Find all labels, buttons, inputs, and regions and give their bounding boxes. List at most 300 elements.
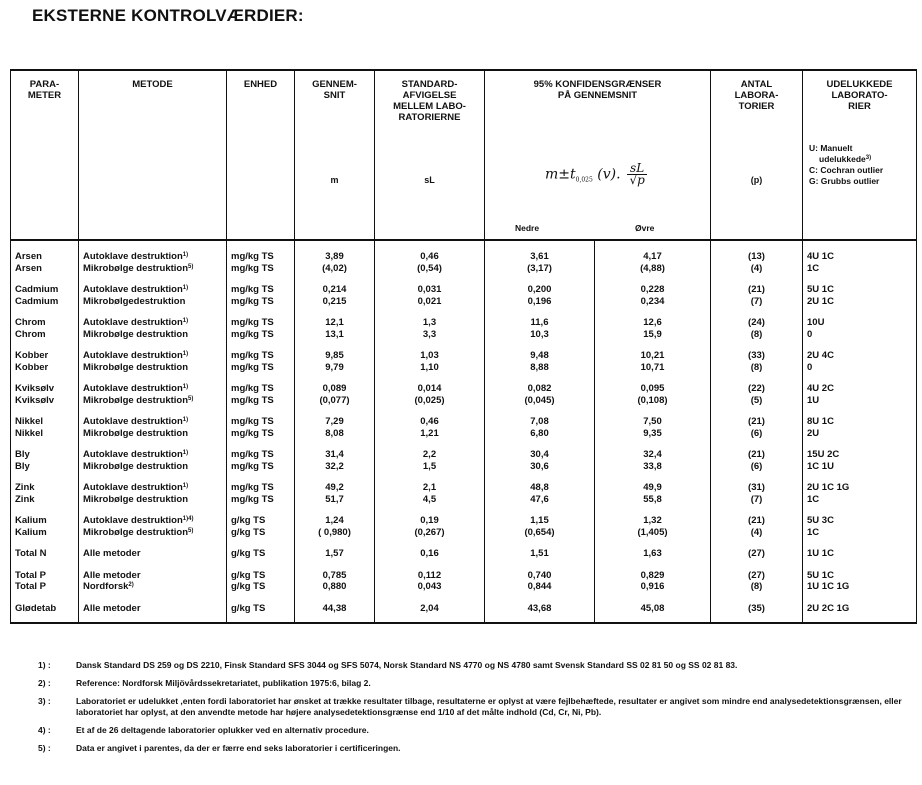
spacer-cell: [595, 240, 711, 251]
row-enhed: mg/kg TS: [227, 284, 295, 296]
row-nedre: 8,88: [485, 362, 595, 374]
spacer-cell: [79, 505, 227, 515]
row-enhed: mg/kg TS: [227, 251, 295, 263]
footnote-ref: 1): [182, 483, 189, 489]
row-nedre: 6,80: [485, 428, 595, 440]
row-antal: (8): [711, 362, 803, 374]
spacer-cell: [227, 439, 295, 449]
row-standardafvigelse: (0,54): [375, 263, 485, 275]
spacer-cell: [711, 439, 803, 449]
row-enhed: g/kg TS: [227, 603, 295, 615]
row-enhed: g/kg TS: [227, 548, 295, 560]
spacer-cell: [79, 406, 227, 416]
row-gennemsnit: 0,215: [295, 296, 375, 308]
header-antal: ANTAL LABORA- TORIER (p): [711, 70, 803, 240]
spacer-cell: [375, 373, 485, 383]
row-gennemsnit: 8,08: [295, 428, 375, 440]
row-enhed: mg/kg TS: [227, 362, 295, 374]
row-metode: Mikrobølgedestruktion: [79, 296, 227, 308]
footnote-key: 4) :: [38, 725, 51, 735]
symbol-m: m: [330, 175, 339, 185]
row-metode: Mikrobølge destruktion$^{5)}$: [79, 395, 227, 407]
spacer-cell: [485, 538, 595, 548]
spacer-cell: [595, 593, 711, 603]
spacer-cell: [803, 472, 917, 482]
row-gennemsnit: 3,89: [295, 251, 375, 263]
spacer-cell: [11, 538, 79, 548]
row-ovre: 12,6: [595, 317, 711, 329]
row-ovre: (0,108): [595, 395, 711, 407]
row-parameter: Nikkel: [11, 428, 79, 440]
spacer-cell: [11, 340, 79, 350]
table-row: [11, 482, 917, 494]
row-enhed: mg/kg TS: [227, 449, 295, 461]
spacer-cell: [711, 472, 803, 482]
spacer-cell: [227, 274, 295, 284]
row-parameter: Kalium: [11, 515, 79, 527]
table-row: [11, 428, 917, 440]
table-row: [11, 350, 917, 362]
row-parameter: Kviksølv: [11, 395, 79, 407]
table-row: [11, 296, 917, 308]
row-metode: Autoklave destruktion$^{1)}$: [79, 449, 227, 461]
footnote-ref: 1): [182, 252, 189, 258]
row-parameter: Arsen: [11, 263, 79, 275]
spacer-cell: [711, 406, 803, 416]
row-nedre: 0,844: [485, 581, 595, 593]
table-row: [11, 527, 917, 539]
row-enhed: mg/kg TS: [227, 350, 295, 362]
row-enhed: mg/kg TS: [227, 395, 295, 407]
spacer-cell: [595, 373, 711, 383]
spacer-cell: [803, 505, 917, 515]
row-udelukkede: 5U 1C: [803, 570, 917, 582]
spacer-cell: [375, 505, 485, 515]
spacer-cell: [711, 307, 803, 317]
row-udelukkede: 1U 1C 1G: [803, 581, 917, 593]
table-row: [11, 383, 917, 395]
row-gennemsnit: 0,089: [295, 383, 375, 395]
control-values-table: [10, 69, 917, 624]
spacer-cell: [375, 560, 485, 570]
header-parameter: PARA- METER: [11, 70, 79, 240]
row-gennemsnit: 44,38: [295, 603, 375, 615]
spacer-cell: [803, 373, 917, 383]
row-standardafvigelse: 1,03: [375, 350, 485, 362]
row-parameter: Cadmium: [11, 284, 79, 296]
spacer-cell: [595, 406, 711, 416]
row-udelukkede: 1C: [803, 494, 917, 506]
row-nedre: 1,51: [485, 548, 595, 560]
spacer-cell: [295, 240, 375, 251]
row-antal: (7): [711, 494, 803, 506]
spacer-cell: [375, 307, 485, 317]
header-konfidensgraenser: 95% KONFIDENSGRÆNSER PÅ GENNEMSNIT $m\pm t_{0,025}$ (v). $\frac{sL}{√p}$ Nedre Øvre: [485, 70, 711, 240]
row-nedre: 3,61: [485, 251, 595, 263]
row-udelukkede: 2U: [803, 428, 917, 440]
row-standardafvigelse: 0,021: [375, 296, 485, 308]
row-antal: (6): [711, 428, 803, 440]
row-parameter: Glødetab: [11, 603, 79, 615]
footnote-ref: 5): [188, 263, 194, 270]
spacer-cell: [227, 472, 295, 482]
spacer-cell: [227, 240, 295, 251]
spacer-cell: [375, 472, 485, 482]
table-row: [11, 603, 917, 615]
footnote-key: 5) :: [38, 743, 51, 753]
spacer-cell: [295, 274, 375, 284]
row-antal: (21): [711, 515, 803, 527]
footnotes: [38, 660, 908, 761]
row-parameter: Total P: [11, 581, 79, 593]
row-ovre: (4,88): [595, 263, 711, 275]
row-parameter: Cadmium: [11, 296, 79, 308]
row-ovre: 4,17: [595, 251, 711, 263]
row-parameter: Kviksølv: [11, 383, 79, 395]
table-row: [11, 395, 917, 407]
spacer-cell: [11, 505, 79, 515]
spacer-cell: [803, 593, 917, 603]
row-standardafvigelse: 0,014: [375, 383, 485, 395]
spacer-cell: [375, 240, 485, 251]
row-udelukkede: 2U 4C: [803, 350, 917, 362]
row-nedre: 0,196: [485, 296, 595, 308]
spacer-cell: [375, 538, 485, 548]
footnote: [38, 743, 908, 754]
row-gennemsnit: 49,2: [295, 482, 375, 494]
symbol-sl: sL: [424, 175, 435, 185]
row-enhed: mg/kg TS: [227, 317, 295, 329]
row-parameter: Kobber: [11, 350, 79, 362]
spacer-cell: [375, 406, 485, 416]
spacer-cell: [711, 240, 803, 251]
spacer-cell: [227, 406, 295, 416]
row-ovre: 10,21: [595, 350, 711, 362]
row-nedre: 47,6: [485, 494, 595, 506]
table-row: [11, 449, 917, 461]
row-gennemsnit: ( 0,980): [295, 527, 375, 539]
spacer-cell: [79, 439, 227, 449]
row-metode: Autoklave destruktion$^{1)4)}$: [79, 515, 227, 527]
spacer-cell: [485, 472, 595, 482]
spacer-cell: [595, 274, 711, 284]
row-nedre: 1,15: [485, 515, 595, 527]
row-antal: (27): [711, 570, 803, 582]
spacer-cell: [295, 472, 375, 482]
spacer-cell: [295, 307, 375, 317]
row-nedre: 0,200: [485, 284, 595, 296]
table-row: [11, 570, 917, 582]
spacer-cell: [11, 307, 79, 317]
table-row: [11, 416, 917, 428]
row-antal: (8): [711, 581, 803, 593]
row-antal: (7): [711, 296, 803, 308]
footnote: [38, 660, 908, 671]
row-standardafvigelse: (0,267): [375, 527, 485, 539]
footnote: [38, 696, 908, 718]
row-ovre: 0,829: [595, 570, 711, 582]
row-metode: Autoklave destruktion$^{1)}$: [79, 284, 227, 296]
row-antal: (27): [711, 548, 803, 560]
row-udelukkede: 1C 1U: [803, 461, 917, 473]
row-antal: (33): [711, 350, 803, 362]
row-enhed: g/kg TS: [227, 527, 295, 539]
row-antal: (4): [711, 263, 803, 275]
spacer-cell: [711, 560, 803, 570]
spacer-cell: [11, 240, 79, 251]
spacer-cell: [711, 538, 803, 548]
footnote-ref: 1): [182, 285, 189, 291]
row-enhed: mg/kg TS: [227, 263, 295, 275]
spacer-cell: [227, 538, 295, 548]
row-antal: (13): [711, 251, 803, 263]
row-antal: (5): [711, 395, 803, 407]
spacer-cell: [485, 439, 595, 449]
row-ovre: 10,71: [595, 362, 711, 374]
row-ovre: 0,228: [595, 284, 711, 296]
row-parameter: Total N: [11, 548, 79, 560]
header-udelukkede: UDELUKKEDE LABORATO- RIER U: Manuelt udelukkede$^{3)}$ C: Cochran outlier G: Grubbs outlier: [803, 70, 917, 240]
footnote-text: Et af de 26 deltagende laboratorier oplukker ved en alternativ procedure.: [76, 725, 369, 735]
spacer-cell: [227, 505, 295, 515]
spacer-cell: [295, 538, 375, 548]
row-gennemsnit: 12,1: [295, 317, 375, 329]
table-row: [11, 581, 917, 593]
confidence-formula: $m\pm t_{0,025}$ (v). $\frac{sL}{√p}$: [545, 163, 647, 186]
row-enhed: mg/kg TS: [227, 383, 295, 395]
row-standardafvigelse: 0,46: [375, 251, 485, 263]
row-metode: Mikrobølge destruktion: [79, 428, 227, 440]
spacer-cell: [711, 274, 803, 284]
row-standardafvigelse: 0,031: [375, 284, 485, 296]
spacer-cell: [485, 560, 595, 570]
row-nedre: 0,740: [485, 570, 595, 582]
row-gennemsnit: 9,79: [295, 362, 375, 374]
row-udelukkede: 4U 1C: [803, 251, 917, 263]
row-udelukkede: 5U 3C: [803, 515, 917, 527]
row-nedre: 11,6: [485, 317, 595, 329]
spacer-cell: [711, 614, 803, 623]
row-ovre: 15,9: [595, 329, 711, 341]
spacer-cell: [595, 439, 711, 449]
spacer-cell: [485, 340, 595, 350]
row-nedre: 30,4: [485, 449, 595, 461]
row-udelukkede: 1U 1C: [803, 548, 917, 560]
row-ovre: 33,8: [595, 461, 711, 473]
label-ovre: Øvre: [635, 223, 655, 233]
spacer-cell: [295, 439, 375, 449]
row-standardafvigelse: 1,3: [375, 317, 485, 329]
footnote-ref: 5): [188, 527, 194, 534]
row-gennemsnit: (0,077): [295, 395, 375, 407]
row-gennemsnit: 13,1: [295, 329, 375, 341]
spacer-cell: [375, 340, 485, 350]
row-ovre: (1,405): [595, 527, 711, 539]
row-ovre: 45,08: [595, 603, 711, 615]
footnote-ref: 1): [182, 318, 189, 324]
row-nedre: 9,48: [485, 350, 595, 362]
table-row: [11, 284, 917, 296]
row-ovre: 7,50: [595, 416, 711, 428]
spacer-cell: [295, 373, 375, 383]
page-title: EKSTERNE KONTROLVÆRDIER:: [32, 6, 304, 25]
row-enhed: mg/kg TS: [227, 296, 295, 308]
footnote-ref: 1): [182, 417, 189, 423]
row-metode: Mikrobølge destruktion: [79, 461, 227, 473]
row-parameter: Bly: [11, 449, 79, 461]
row-metode: Mikrobølge destruktion: [79, 362, 227, 374]
table-row: [11, 251, 917, 263]
row-enhed: mg/kg TS: [227, 428, 295, 440]
spacer-cell: [79, 340, 227, 350]
row-parameter: Zink: [11, 494, 79, 506]
row-standardafvigelse: 1,21: [375, 428, 485, 440]
spacer-cell: [485, 240, 595, 251]
row-antal: (22): [711, 383, 803, 395]
spacer-cell: [595, 505, 711, 515]
spacer-cell: [711, 505, 803, 515]
table-row: [11, 317, 917, 329]
row-nedre: 10,3: [485, 329, 595, 341]
spacer-cell: [485, 373, 595, 383]
row-gennemsnit: 0,214: [295, 284, 375, 296]
row-antal: (31): [711, 482, 803, 494]
row-gennemsnit: 1,24: [295, 515, 375, 527]
row-udelukkede: 1U: [803, 395, 917, 407]
footnote-ref: 1)4): [182, 516, 194, 522]
footnote: [38, 725, 908, 736]
row-enhed: mg/kg TS: [227, 494, 295, 506]
exclusion-legend: U: Manuelt udelukkede$^{3)}$ C: Cochran outlier G: Grubbs outlier: [809, 143, 884, 186]
row-udelukkede: 2U 2C 1G: [803, 603, 917, 615]
footnote-key: 2) :: [38, 678, 51, 688]
row-nedre: (0,045): [485, 395, 595, 407]
header-metode: METODE: [79, 70, 227, 240]
row-udelukkede: 5U 1C: [803, 284, 917, 296]
spacer-cell: [227, 373, 295, 383]
row-antal: (35): [711, 603, 803, 615]
spacer-cell: [295, 406, 375, 416]
table-row: [11, 461, 917, 473]
row-metode: Mikrobølge destruktion$^{5)}$: [79, 263, 227, 275]
row-metode: Mikrobølge destruktion$^{5)}$: [79, 527, 227, 539]
row-antal: (6): [711, 461, 803, 473]
spacer-cell: [295, 593, 375, 603]
spacer-cell: [595, 340, 711, 350]
row-standardafvigelse: (0,025): [375, 395, 485, 407]
row-ovre: 0,095: [595, 383, 711, 395]
footnote-key: 3) :: [38, 696, 51, 706]
spacer-cell: [485, 274, 595, 284]
spacer-cell: [79, 307, 227, 317]
row-standardafvigelse: 2,1: [375, 482, 485, 494]
row-nedre: 0,082: [485, 383, 595, 395]
row-gennemsnit: 0,880: [295, 581, 375, 593]
spacer-cell: [11, 373, 79, 383]
row-enhed: mg/kg TS: [227, 416, 295, 428]
footnote-key: 1) :: [38, 660, 51, 670]
row-antal: (24): [711, 317, 803, 329]
row-parameter: Bly: [11, 461, 79, 473]
row-enhed: g/kg TS: [227, 570, 295, 582]
row-udelukkede: 15U 2C: [803, 449, 917, 461]
footnote-text: Reference: Nordforsk Miljövårdssekretariatet, publikation 1975:6, bilag 2.: [76, 678, 371, 688]
row-gennemsnit: 1,57: [295, 548, 375, 560]
row-standardafvigelse: 3,3: [375, 329, 485, 341]
row-standardafvigelse: 1,5: [375, 461, 485, 473]
table-row: [11, 548, 917, 560]
row-nedre: 7,08: [485, 416, 595, 428]
row-metode: Alle metoder: [79, 603, 227, 615]
row-antal: (8): [711, 329, 803, 341]
spacer-cell: [11, 274, 79, 284]
symbol-p: (p): [750, 175, 763, 185]
row-gennemsnit: 51,7: [295, 494, 375, 506]
spacer-cell: [485, 505, 595, 515]
row-ovre: 1,63: [595, 548, 711, 560]
row-ovre: 49,9: [595, 482, 711, 494]
row-metode: Autoklave destruktion$^{1)}$: [79, 383, 227, 395]
header-standardafvigelse: STANDARD- AFVIGELSE MELLEM LABO- RATORIERNE sL: [375, 70, 485, 240]
row-udelukkede: 2U 1C: [803, 296, 917, 308]
row-parameter: Total P: [11, 570, 79, 582]
row-enhed: g/kg TS: [227, 581, 295, 593]
header-enhed: ENHED: [227, 70, 295, 240]
spacer-cell: [11, 406, 79, 416]
row-metode: Autoklave destruktion$^{1)}$: [79, 350, 227, 362]
spacer-cell: [803, 240, 917, 251]
header-gennemsnit: GENNEM- SNIT m: [295, 70, 375, 240]
row-standardafvigelse: 4,5: [375, 494, 485, 506]
row-nedre: 30,6: [485, 461, 595, 473]
row-gennemsnit: 32,2: [295, 461, 375, 473]
spacer-cell: [595, 472, 711, 482]
row-antal: (21): [711, 284, 803, 296]
spacer-cell: [485, 614, 595, 623]
row-udelukkede: 0: [803, 362, 917, 374]
row-metode: Mikrobølge destruktion: [79, 329, 227, 341]
row-ovre: 0,234: [595, 296, 711, 308]
row-ovre: 1,32: [595, 515, 711, 527]
spacer-cell: [11, 560, 79, 570]
table-row: [11, 263, 917, 275]
spacer-cell: [595, 614, 711, 623]
spacer-cell: [375, 439, 485, 449]
row-antal: (4): [711, 527, 803, 539]
spacer-cell: [485, 307, 595, 317]
row-standardafvigelse: 0,112: [375, 570, 485, 582]
spacer-cell: [485, 593, 595, 603]
row-udelukkede: 1C: [803, 527, 917, 539]
row-udelukkede: 1C: [803, 263, 917, 275]
row-metode: Autoklave destruktion$^{1)}$: [79, 482, 227, 494]
spacer-cell: [227, 593, 295, 603]
row-udelukkede: 4U 2C: [803, 383, 917, 395]
row-standardafvigelse: 0,16: [375, 548, 485, 560]
table-row: [11, 515, 917, 527]
row-parameter: Chrom: [11, 317, 79, 329]
row-standardafvigelse: 0,46: [375, 416, 485, 428]
label-nedre: Nedre: [515, 223, 540, 233]
spacer-cell: [79, 373, 227, 383]
spacer-cell: [595, 560, 711, 570]
spacer-cell: [79, 593, 227, 603]
spacer-cell: [375, 614, 485, 623]
spacer-cell: [295, 614, 375, 623]
spacer-cell: [803, 307, 917, 317]
row-gennemsnit: 7,29: [295, 416, 375, 428]
spacer-cell: [11, 439, 79, 449]
